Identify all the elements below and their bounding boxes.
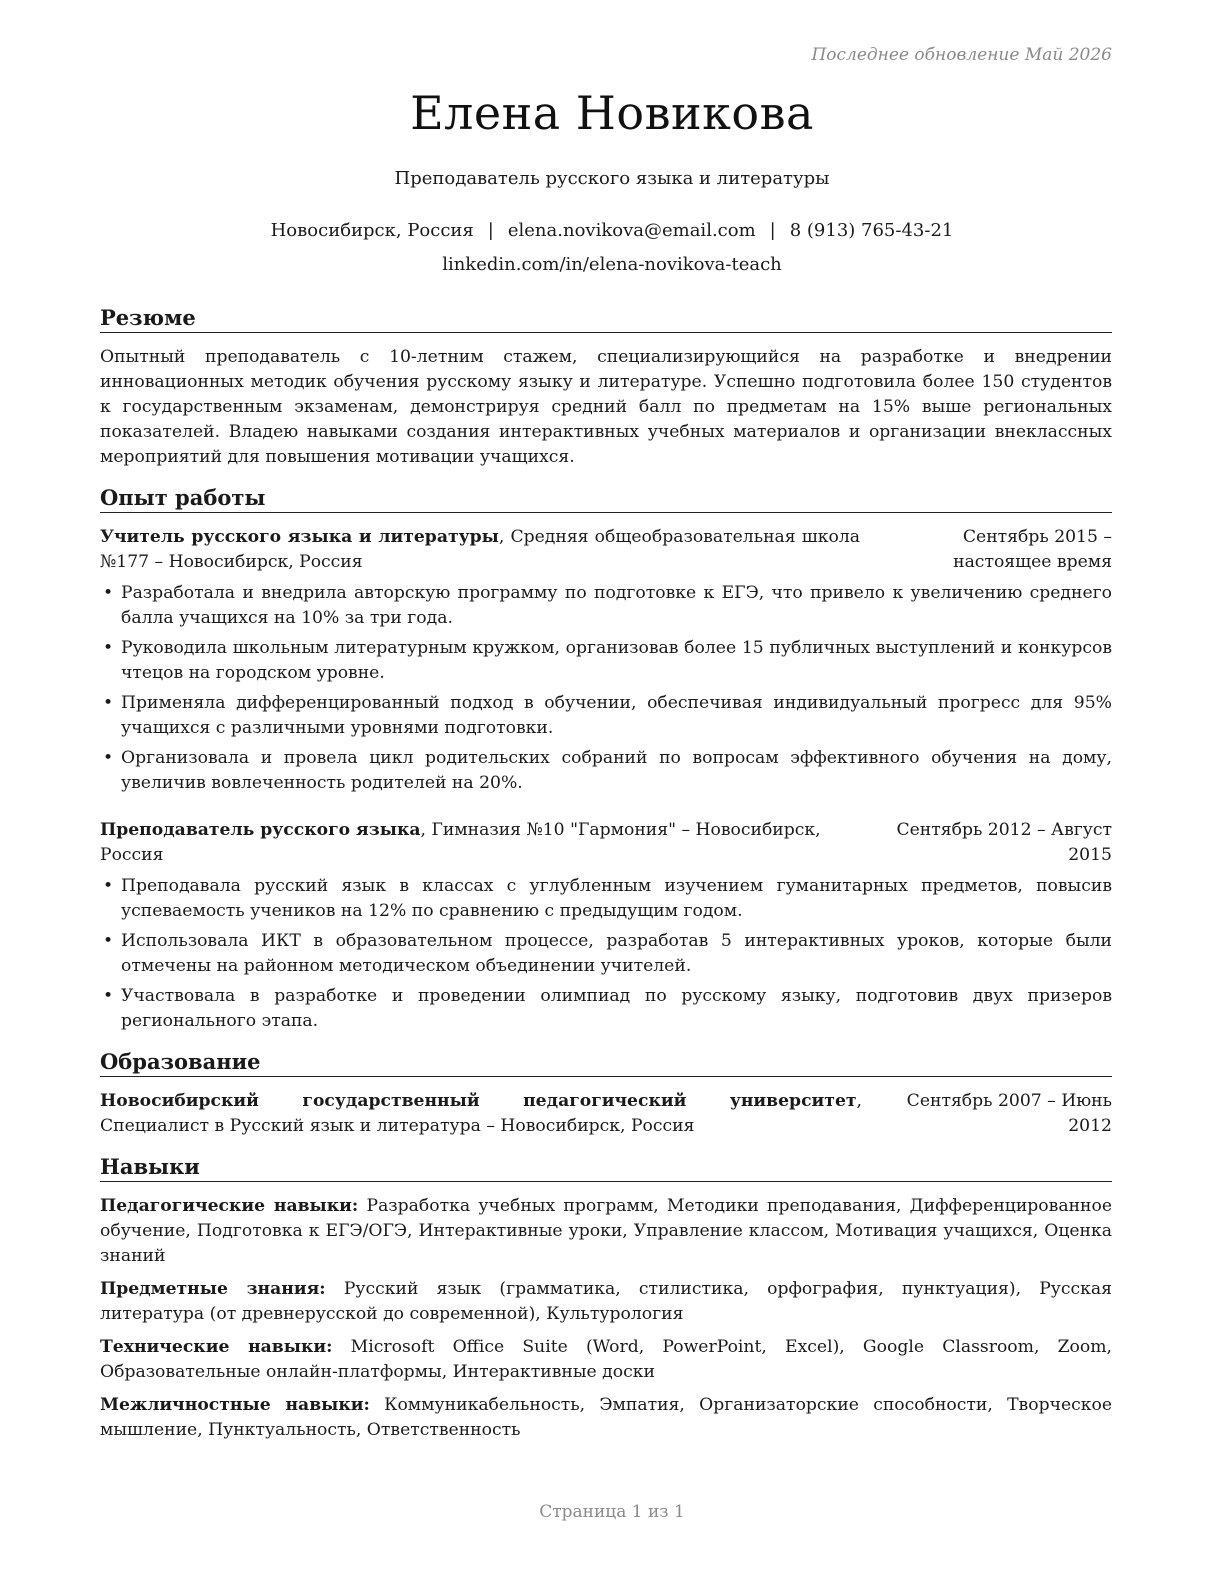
job-place: , Гимназия №10 "Гармония" – Новосибирск, Россия	[100, 820, 821, 865]
list-item: • Участвовала в разработке и проведении олимпиад по русскому языку, подготовив двух призеров регионального этапа.	[100, 984, 1112, 1034]
job-position: Учитель русского языка и литературы	[100, 527, 499, 547]
contact-separator: |	[487, 220, 494, 241]
list-item: • Руководила школьным литературным кружком, организовав более 15 публичных выступлений и конкурсов чтецов на городском уровне.	[100, 636, 1112, 686]
skill-row	[100, 1335, 1112, 1385]
skill-row	[100, 1277, 1112, 1327]
contact-linkedin[interactable]: linkedin.com/in/elena-novikova-teach	[442, 254, 782, 275]
skill-text: Разработка учебных программ, Методики преподавания, Дифференцированное обучение, Подготовка к ЕГЭ/ОГЭ, Интерактивные уроки, Управление классом, Мотивация учащихся, Оценка знаний	[100, 1196, 1112, 1266]
job-entry	[100, 525, 1112, 796]
job-entry	[100, 818, 1112, 1034]
last-updated: Последнее обновление Май 2026	[811, 45, 1112, 65]
skill-text: Коммуникабельность, Эмпатия, Организаторские способности, Творческое мышление, Пунктуальность, Ответственность	[100, 1395, 1113, 1440]
skill-text: Microsoft Office Suite (Word, PowerPoint, Excel), Google Classroom, Zoom, Образовательные онлайн-платформы, Интерактивные доски	[100, 1337, 1112, 1382]
summary-text: Опытный преподаватель с 10-летним стажем, специализирующийся на разработке и внедрении инновационных методик обучения русскому языку и литературе. Успешно подготовила более 150 студентов к государственным экзаменам, демонстрируя средний балл по предметам на 15% выше региональных показателей. Владею навыками создания интерактивных учебных материалов и организации внеклассных мероприятий для повышения мотивации учащихся.	[100, 347, 1112, 467]
contact-city: Новосибирск, Россия	[270, 220, 474, 241]
skill-text: Русский язык (грамматика, стилистика, орфография, пунктуация), Русская литература (от древнерусской до современной), Культурология	[100, 1279, 1112, 1324]
job-bullets	[100, 581, 1112, 796]
job-bullets	[100, 874, 1112, 1034]
job-dates: Сентябрь 2012 – Август 2015	[896, 820, 1112, 865]
candidate-name: Елена Новикова	[410, 86, 814, 140]
skill-label: Предметные знания:	[100, 1279, 326, 1299]
job-dates: Сентябрь 2015 – настоящее время	[953, 527, 1112, 572]
list-item: • Организовала и провела цикл родительских собраний по вопросам эффективного обучения на дому, увеличив вовлеченность родителей на 20%.	[100, 746, 1112, 796]
job-position: Преподаватель русского языка	[100, 820, 421, 840]
job-header	[100, 525, 1112, 575]
job-place: , Средняя общеобразовательная школа №177 – Новосибирск, Россия	[100, 527, 860, 572]
skill-label: Технические навыки:	[100, 1337, 333, 1357]
list-item: • Разработала и внедрила авторскую программу по подготовке к ЕГЭ, что привело к увеличению среднего балла учащихся на 10% за три года.	[100, 581, 1112, 631]
skills-section	[100, 1153, 1112, 1443]
candidate-title: Преподаватель русского языка и литературы	[394, 168, 830, 189]
list-item: • Применяла дифференцированный подход в обучении, обеспечивая индивидуальный прогресс для 95% учащихся с различными уровнями подготовки.	[100, 691, 1112, 741]
list-item: • Преподавала русский язык в классах с углубленным изучением гуманитарных предметов, повысив успеваемость учеников на 12% по сравнению с предыдущим годом.	[100, 874, 1112, 924]
resume-content	[100, 304, 1112, 1457]
education-section	[100, 1048, 1112, 1139]
job-header	[100, 818, 1112, 868]
education-dates: Сентябрь 2007 – Июнь 2012	[906, 1091, 1112, 1136]
education-institution: Новосибирский государственный педагогический университет	[100, 1091, 857, 1111]
section-heading-skills: Навыки	[100, 1153, 1112, 1182]
experience-section	[100, 484, 1112, 1034]
contact-line	[0, 220, 1224, 241]
page-number: Страница 1 из 1	[539, 1502, 685, 1522]
skill-label: Межличностные навыки:	[100, 1395, 370, 1415]
contact-email[interactable]: elena.novikova@email.com	[507, 220, 756, 241]
education-details: , Специалист в Русский язык и литература – Новосибирск, Россия	[100, 1091, 862, 1136]
section-heading-education: Образование	[100, 1048, 1112, 1077]
skill-row	[100, 1393, 1112, 1443]
skill-label: Педагогические навыки:	[100, 1196, 359, 1216]
section-heading-experience: Опыт работы	[100, 484, 1112, 513]
education-entry	[100, 1089, 1112, 1139]
contact-separator: |	[769, 220, 776, 241]
section-heading-summary: Резюме	[100, 304, 1112, 333]
skill-row	[100, 1194, 1112, 1269]
list-item: • Использовала ИКТ в образовательном процессе, разработав 5 интерактивных уроков, которые были отмечены на районном методическом объединении учителей.	[100, 929, 1112, 979]
contact-phone: 8 (913) 765-43-21	[789, 220, 954, 241]
summary-section	[100, 304, 1112, 470]
